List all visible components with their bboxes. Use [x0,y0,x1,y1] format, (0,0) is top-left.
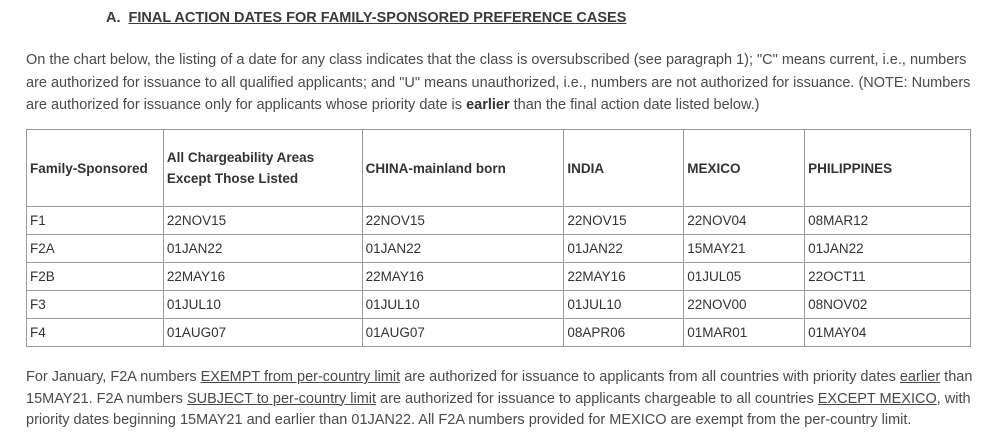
table-cell: 08NOV02 [805,291,971,319]
table-row [27,263,971,291]
intro-tail: than the final action date listed below.) [509,97,760,113]
table-cell: 01JAN22 [805,235,971,263]
table-cell: 15MAY21 [684,235,805,263]
table-cell: 22NOV15 [362,207,564,235]
section-title: FINAL ACTION DATES FOR FAMILY-SPONSORED PREFERENCE CASES [128,10,627,26]
header-india: INDIA [564,130,684,207]
table-row [27,207,971,235]
footer-underlined-text: earlier [899,369,941,385]
footer-underlined-text: SUBJECT to per-country limit [186,390,377,407]
footer-underlined-text: EXCEPT MEXICO [817,390,937,407]
table-cell: 22OCT11 [805,263,971,291]
footer-text: than 15MAY21. F2A numbers [26,369,973,407]
table-header-row [27,130,971,207]
table-cell: 01AUG07 [163,319,362,347]
header-philippines: PHILIPPINES [805,130,971,207]
table-cell: 22NOV15 [163,207,362,235]
table-cell: 22MAY16 [564,263,684,291]
table-cell: 22NOV00 [684,291,805,319]
table-cell: 22NOV04 [684,207,805,235]
table-cell: 01AUG07 [362,319,564,347]
table-cell: 01MAR01 [684,319,805,347]
table-cell: F3 [27,291,164,319]
table-cell: 01JAN22 [564,235,684,263]
table-cell: 01JAN22 [362,235,564,263]
table-cell: 08MAR12 [805,207,971,235]
header-all-chargeability: All Chargeability Areas Except Those Listed [163,130,362,207]
section-heading [106,10,626,26]
header-mexico: MEXICO [684,130,805,207]
header-family-sponsored: Family-Sponsored [27,130,164,207]
intro-text: On the chart below, the listing of a date for any class indicates that the class is oversubscribed (see paragraph 1); "C" means current, i.e., numbers are authorized for issuance to all qualified applicants; and "U" means unauthorized, i.e., numbers are not authorized for issuance. (NOTE: Numbers are authorized for issuance only for applicants whose priority date is [26,52,971,113]
table-cell: 01JUL10 [564,291,684,319]
section-letter: A. [106,10,121,26]
table-cell: F4 [27,319,164,347]
footer-text: are authorized for issuance to applicants chargeable to all countries [376,390,818,407]
table-cell: F2B [27,263,164,291]
table-cell: 01JAN22 [163,235,362,263]
table-cell: F2A [27,235,164,263]
table-cell: 08APR06 [564,319,684,347]
table-row [27,291,971,319]
table-cell: 22NOV15 [564,207,684,235]
footer-text: are authorized for issuance to applicants from all countries with priority dates [400,369,900,385]
table-cell: 01MAY04 [805,319,971,347]
footer-text: For January, F2A numbers [26,369,201,385]
footer-paragraph [26,367,976,432]
table-cell: F1 [27,207,164,235]
table-cell: 22MAY16 [163,263,362,291]
footer-underlined-text: EXEMPT from per-country limit [200,369,401,385]
table-cell: 22MAY16 [362,263,564,291]
table-cell: 01JUL10 [163,291,362,319]
footer-text: , with priority dates beginning 15MAY21 and earlier than 01JAN22. All F2A numbers provided for MEXICO are exempt from the per-country limit. [26,390,971,428]
table-row [27,235,971,263]
table-cell: 01JUL10 [362,291,564,319]
header-china: CHINA-mainland born [362,130,564,207]
intro-emphasis: earlier [466,97,510,113]
intro-paragraph [26,49,976,117]
table-row [27,319,971,347]
final-action-dates-table [26,129,971,347]
table-cell: 01JUL05 [684,263,805,291]
